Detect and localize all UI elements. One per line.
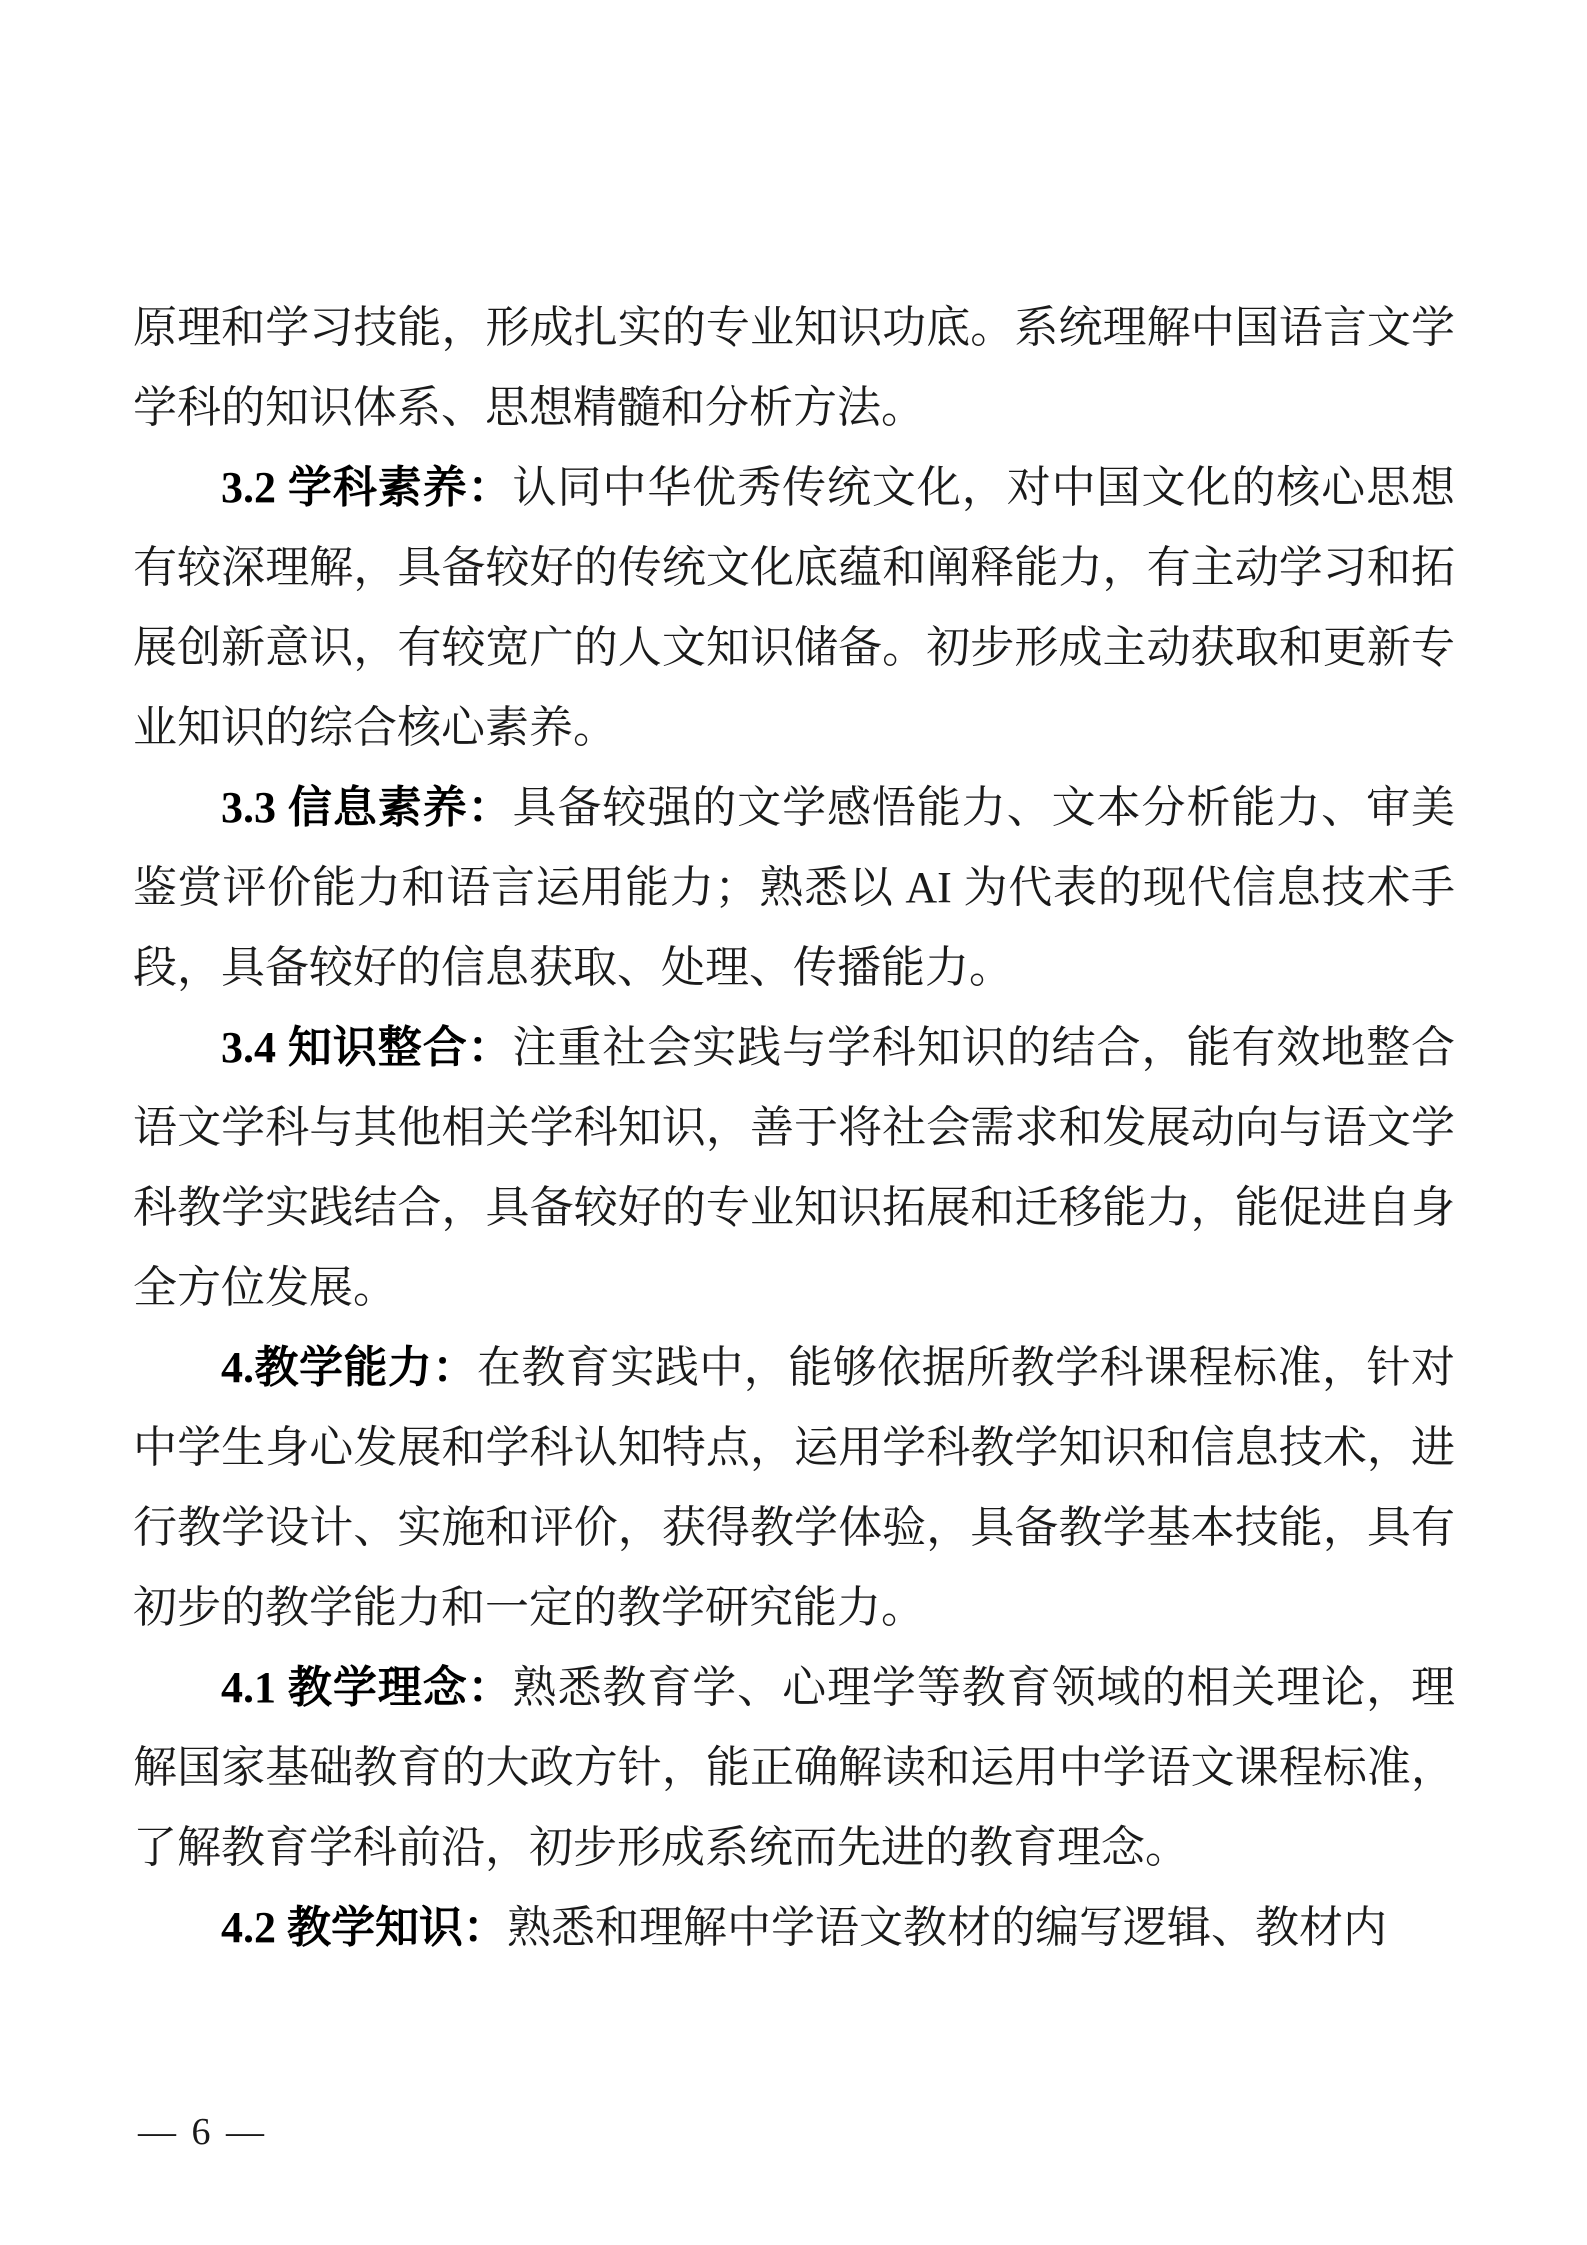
paragraph-label: 3.2 学科素养：: [221, 463, 513, 512]
paragraph: [133, 768, 1455, 1008]
paragraph-label: 3.4 知识整合：: [221, 1023, 513, 1072]
document-body: [133, 288, 1455, 1968]
paragraph-label: 4.教学能力：: [221, 1343, 477, 1392]
paragraph-text: 认同中华优秀传统文化，对中国文化的核心思想有较深理解，具备较好的传统文化底蕴和阐释能力，有主动学习和拓展创新意识，有较宽广的人文知识储备。初步形成主动获取和更新专业知识的综合核心素养。: [133, 463, 1456, 752]
paragraph-text: 具备较强的文学感悟能力、文本分析能力、审美鉴赏评价能力和语言运用能力；熟悉以 AI 为代表的现代信息技术手段，具备较好的信息获取、处理、传播能力。: [133, 783, 1456, 992]
paragraph: [133, 1888, 1455, 1968]
paragraph-label: 4.1 教学理念：: [221, 1663, 513, 1712]
page-number: — 6 —: [138, 2111, 267, 2153]
paragraph-label: 4.2 教学知识：: [221, 1903, 507, 1952]
paragraph-text: 熟悉教育学、心理学等教育领域的相关理论，理解国家基础教育的大政方针，能正确解读和运用中学语文课程标准，了解教育学科前沿，初步形成系统而先进的教育理念。: [133, 1663, 1456, 1872]
paragraph-text: 原理和学习技能，形成扎实的专业知识功底。系统理解中国语言文学学科的知识体系、思想精髓和分析方法。: [133, 303, 1455, 432]
paragraph-text: 注重社会实践与学科知识的结合，能有效地整合语文学科与其他相关学科知识，善于将社会需求和发展动向与语文学科教学实践结合，具备较好的专业知识拓展和迁移能力，能促进自身全方位发展。: [133, 1023, 1456, 1312]
paragraph-text: 在教育实践中，能够依据所教学科课程标准，针对中学生身心发展和学科认知特点，运用学科教学知识和信息技术，进行教学设计、实施和评价，获得教学体验，具备教学基本技能，具有初步的教学能力和一定的教学研究能力。: [133, 1343, 1455, 1632]
paragraph: [133, 1648, 1455, 1888]
paragraph: [133, 448, 1455, 768]
paragraph-label: 3.3 信息素养：: [221, 783, 513, 832]
paragraph-text: 熟悉和理解中学语文教材的编写逻辑、教材内: [507, 1903, 1387, 1952]
paragraph: [133, 1008, 1455, 1328]
paragraph: [133, 288, 1455, 448]
paragraph: [133, 1328, 1455, 1648]
